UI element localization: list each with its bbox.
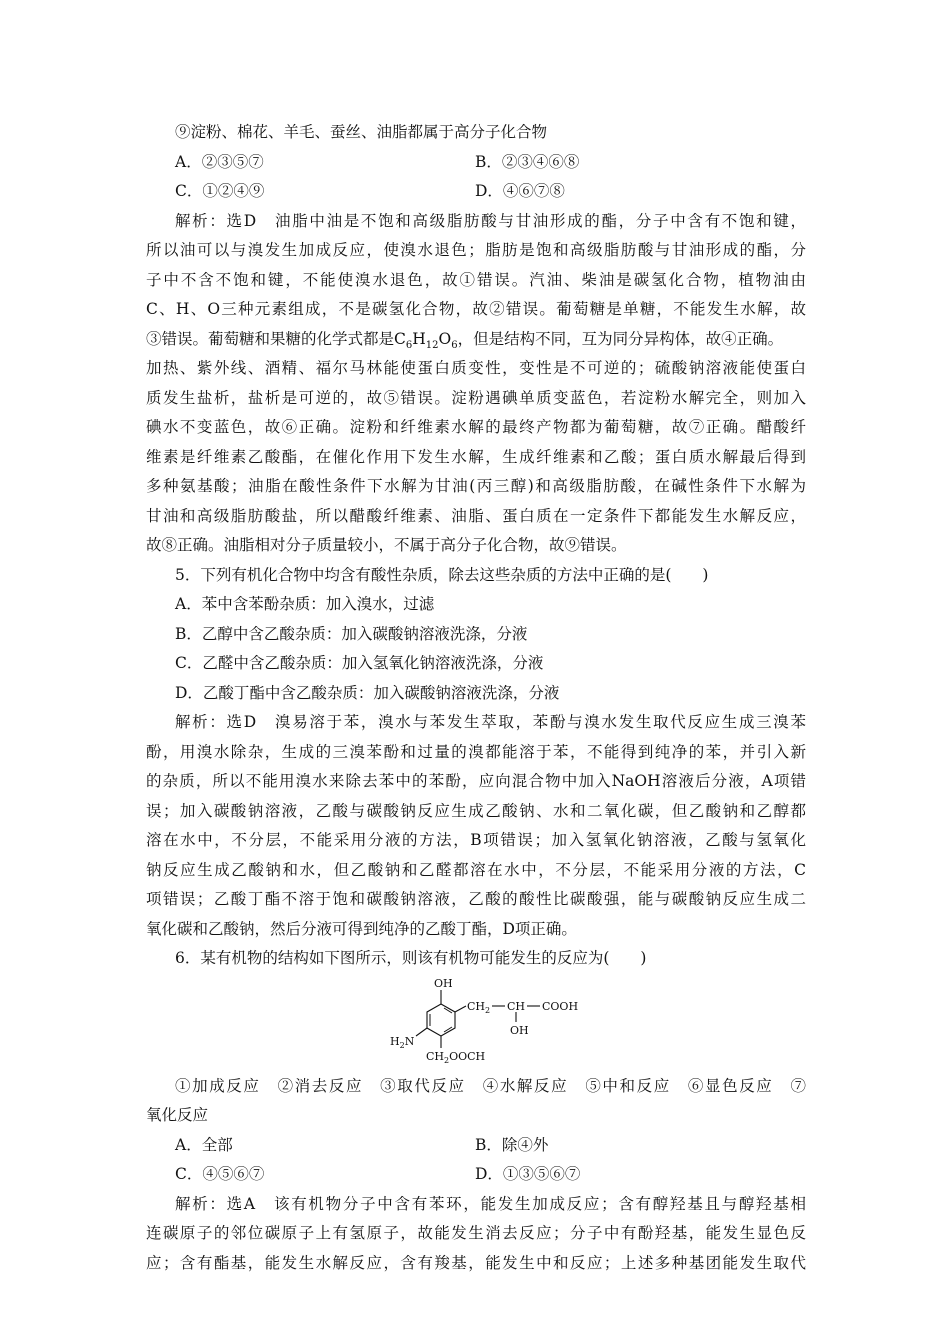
options-row-cd xyxy=(146,1160,806,1190)
q6-option-c: C．④⑤⑥⑦ xyxy=(175,1165,265,1183)
benzene-ring xyxy=(427,1004,455,1036)
bond xyxy=(416,1028,427,1036)
oh-side-label: OH xyxy=(510,1023,529,1037)
analysis-line: 所以油可以与溴发生加成反应，使溴水退色；脂肪是饱和高级脂肪酸与甘油形成的酯，分 xyxy=(146,241,806,259)
option-b: B．②③④⑥⑧ xyxy=(475,152,580,171)
analysis-line: 应；含有酯基，能发生水解反应，含有羧基，能发生中和反应；上述多种基团能发生取代 xyxy=(146,1253,806,1272)
ch2-label: $CH_2$ xyxy=(467,999,491,1015)
structure-figure xyxy=(146,976,806,1066)
analysis-line: 酚，用溴水除杂，生成的三溴苯酚和过量的溴都能溶于苯，不能得到纯净的苯，并引入新 xyxy=(146,742,806,761)
ester-label: $CH_2OOCH$ xyxy=(426,1049,486,1065)
option-d: D．④⑥⑦⑧ xyxy=(475,182,565,200)
analysis-line: 维素是纤维素乙酸酯，在催化作用下发生水解，生成纤维素和乙酸；蛋白质水解最后得到 xyxy=(146,447,806,466)
option-c: C．①②④⑨ xyxy=(175,182,265,200)
q5-option-a: A．苯中含苯酚杂质：加入溴水，过滤 xyxy=(175,595,435,613)
analysis-text: ③错误。葡萄糖和果糖的化学式都是 xyxy=(146,329,395,348)
h2n-label: $H_2N$ xyxy=(390,1034,415,1050)
formula-sub: 6 xyxy=(451,339,458,351)
analysis-line: 故⑧正确。油脂相对分子质量较小，不属于高分子化合物，故⑨错误。 xyxy=(146,536,627,554)
analysis-line: 碘水不变蓝色，故⑥正确。淀粉和纤维素水解的最终产物都为葡萄糖，故⑦正确。醋酸纤 xyxy=(146,418,806,436)
oh-top-label: OH xyxy=(434,976,453,990)
double-bond xyxy=(444,1027,452,1032)
item-9: ⑨淀粉、棉花、羊毛、蚕丝、油脂都属于高分子化合物 xyxy=(175,123,548,141)
double-bond xyxy=(444,1008,452,1013)
analysis-line: 误；加入碳酸钠溶液，乙酸与碳酸钠反应生成乙酸钠、水和二氧化碳，但乙酸钠和乙醇都 xyxy=(146,801,806,820)
q5-option-d: D．乙酸丁酯中含乙酸杂质：加入碳酸钠溶液洗涤，分液 xyxy=(175,683,560,702)
analysis-line: 质发生盐析，盐析是可逆的，故⑤错误。淀粉遇碘单质变蓝色，若淀粉水解完全，则加入 xyxy=(146,388,806,407)
analysis-line: 加热、紫外线、酒精、福尔马林能使蛋白质变性，变性是不可逆的；硫酸钠溶液能使蛋白 xyxy=(146,359,806,377)
analysis-line: 项错误；乙酸丁酯不溶于饱和碳酸钠溶液，乙酸的酸性比碳酸强，能与碳酸钠反应生成二 xyxy=(146,890,806,908)
q5-option-c: C．乙醛中含乙酸杂质：加入氢氧化钠溶液洗涤，分液 xyxy=(175,654,544,672)
q6-option-b: B．除④外 xyxy=(475,1135,549,1154)
cooh-label: COOH xyxy=(542,999,579,1013)
analysis-line: 多种氨基酸；油脂在酸性条件下水解为甘油(丙三醇)和高级脂肪酸，在碱性条件下水解为 xyxy=(146,477,806,495)
q6-option-a: A．全部 xyxy=(175,1135,233,1154)
q6-option-d: D．①③⑤⑥⑦ xyxy=(475,1165,581,1183)
formula-o: O xyxy=(438,329,452,348)
analysis-line: 解析：选D 油脂中油是不饱和高级脂肪酸与甘油形成的酯，分子中含有不饱和键， xyxy=(175,211,806,230)
formula-h: H xyxy=(412,329,426,348)
question-6-stem: 6．某有机物的结构如下图所示，则该有机物可能发生的反应为( ) xyxy=(175,949,647,967)
reactions-list-cont: 氧化反应 xyxy=(146,1106,209,1124)
document-page xyxy=(146,118,806,1278)
analysis-line-formula xyxy=(146,325,806,355)
analysis-line: 解析：选A 该有机物分子中含有苯环，能发生加成反应；含有醇羟基且与醇羟基相 xyxy=(175,1194,806,1213)
formula-c: C xyxy=(394,329,406,348)
analysis-line: C、H、O三种元素组成，不是碳氢化合物，故②错误。葡萄糖是单糖，不能发生水解，故 xyxy=(146,300,806,318)
reactions-list: ①加成反应 ②消去反应 ③取代反应 ④水解反应 ⑤中和反应 ⑥显色反应 ⑦ xyxy=(175,1076,806,1095)
analysis-line: 钠反应生成乙酸钠和水，但乙酸钠和乙醛都溶在水中，不分层，不能采用分液的方法，C xyxy=(146,860,806,879)
q5-option-b: B．乙醇中含乙酸杂质：加入碳酸钠溶液洗涤，分液 xyxy=(175,624,528,643)
question-5-stem: 5．下列有机化合物中均含有酸性杂质，除去这些杂质的方法中正确的是( ) xyxy=(175,565,709,584)
analysis-text: ，但是结构不同，互为同分异构体，故④正确。 xyxy=(457,329,784,348)
analysis-line: 连碳原子的邻位碳原子上有氢原子，故能发生消去反应；分子中有酚羟基，能发生显色反 xyxy=(146,1224,806,1242)
analysis-line: 的杂质，所以不能用溴水来除去苯中的苯酚，应向混合物中加入NaOH溶液后分液，A项错 xyxy=(146,772,806,790)
bond xyxy=(455,1006,466,1012)
analysis-line: 解析：选D 溴易溶于苯，溴水与苯发生萃取，苯酚与溴水发生取代反应生成三溴苯 xyxy=(175,713,806,731)
formula-sub: 12 xyxy=(425,339,439,351)
analysis-line: 氧化碳和乙酸钠，然后分液可得到纯净的乙酸丁酯，D项正确。 xyxy=(146,919,577,938)
analysis-line: 甘油和高级脂肪酸盐，所以醋酸纤维素、油脂、蛋白质在一定条件下都能发生水解反应， xyxy=(146,506,806,525)
formula-sub: 6 xyxy=(405,339,413,351)
analysis-line: 溶在水中，不分层，不能采用分液的方法，B项错误；加入氢氧化钠溶液，乙酸与氢氧化 xyxy=(146,831,806,849)
option-a: A．②③⑤⑦ xyxy=(175,152,264,171)
analysis-line: 子中不含不饱和键，不能使溴水退色，故①错误。汽油、柴油是碳氢化合物，植物油由 xyxy=(146,270,806,289)
options-row-cd xyxy=(146,177,806,207)
options-row-ab xyxy=(146,148,806,178)
ch-label: CH xyxy=(507,999,526,1013)
options-row-ab xyxy=(146,1131,806,1161)
molecule-structure xyxy=(386,976,586,1066)
